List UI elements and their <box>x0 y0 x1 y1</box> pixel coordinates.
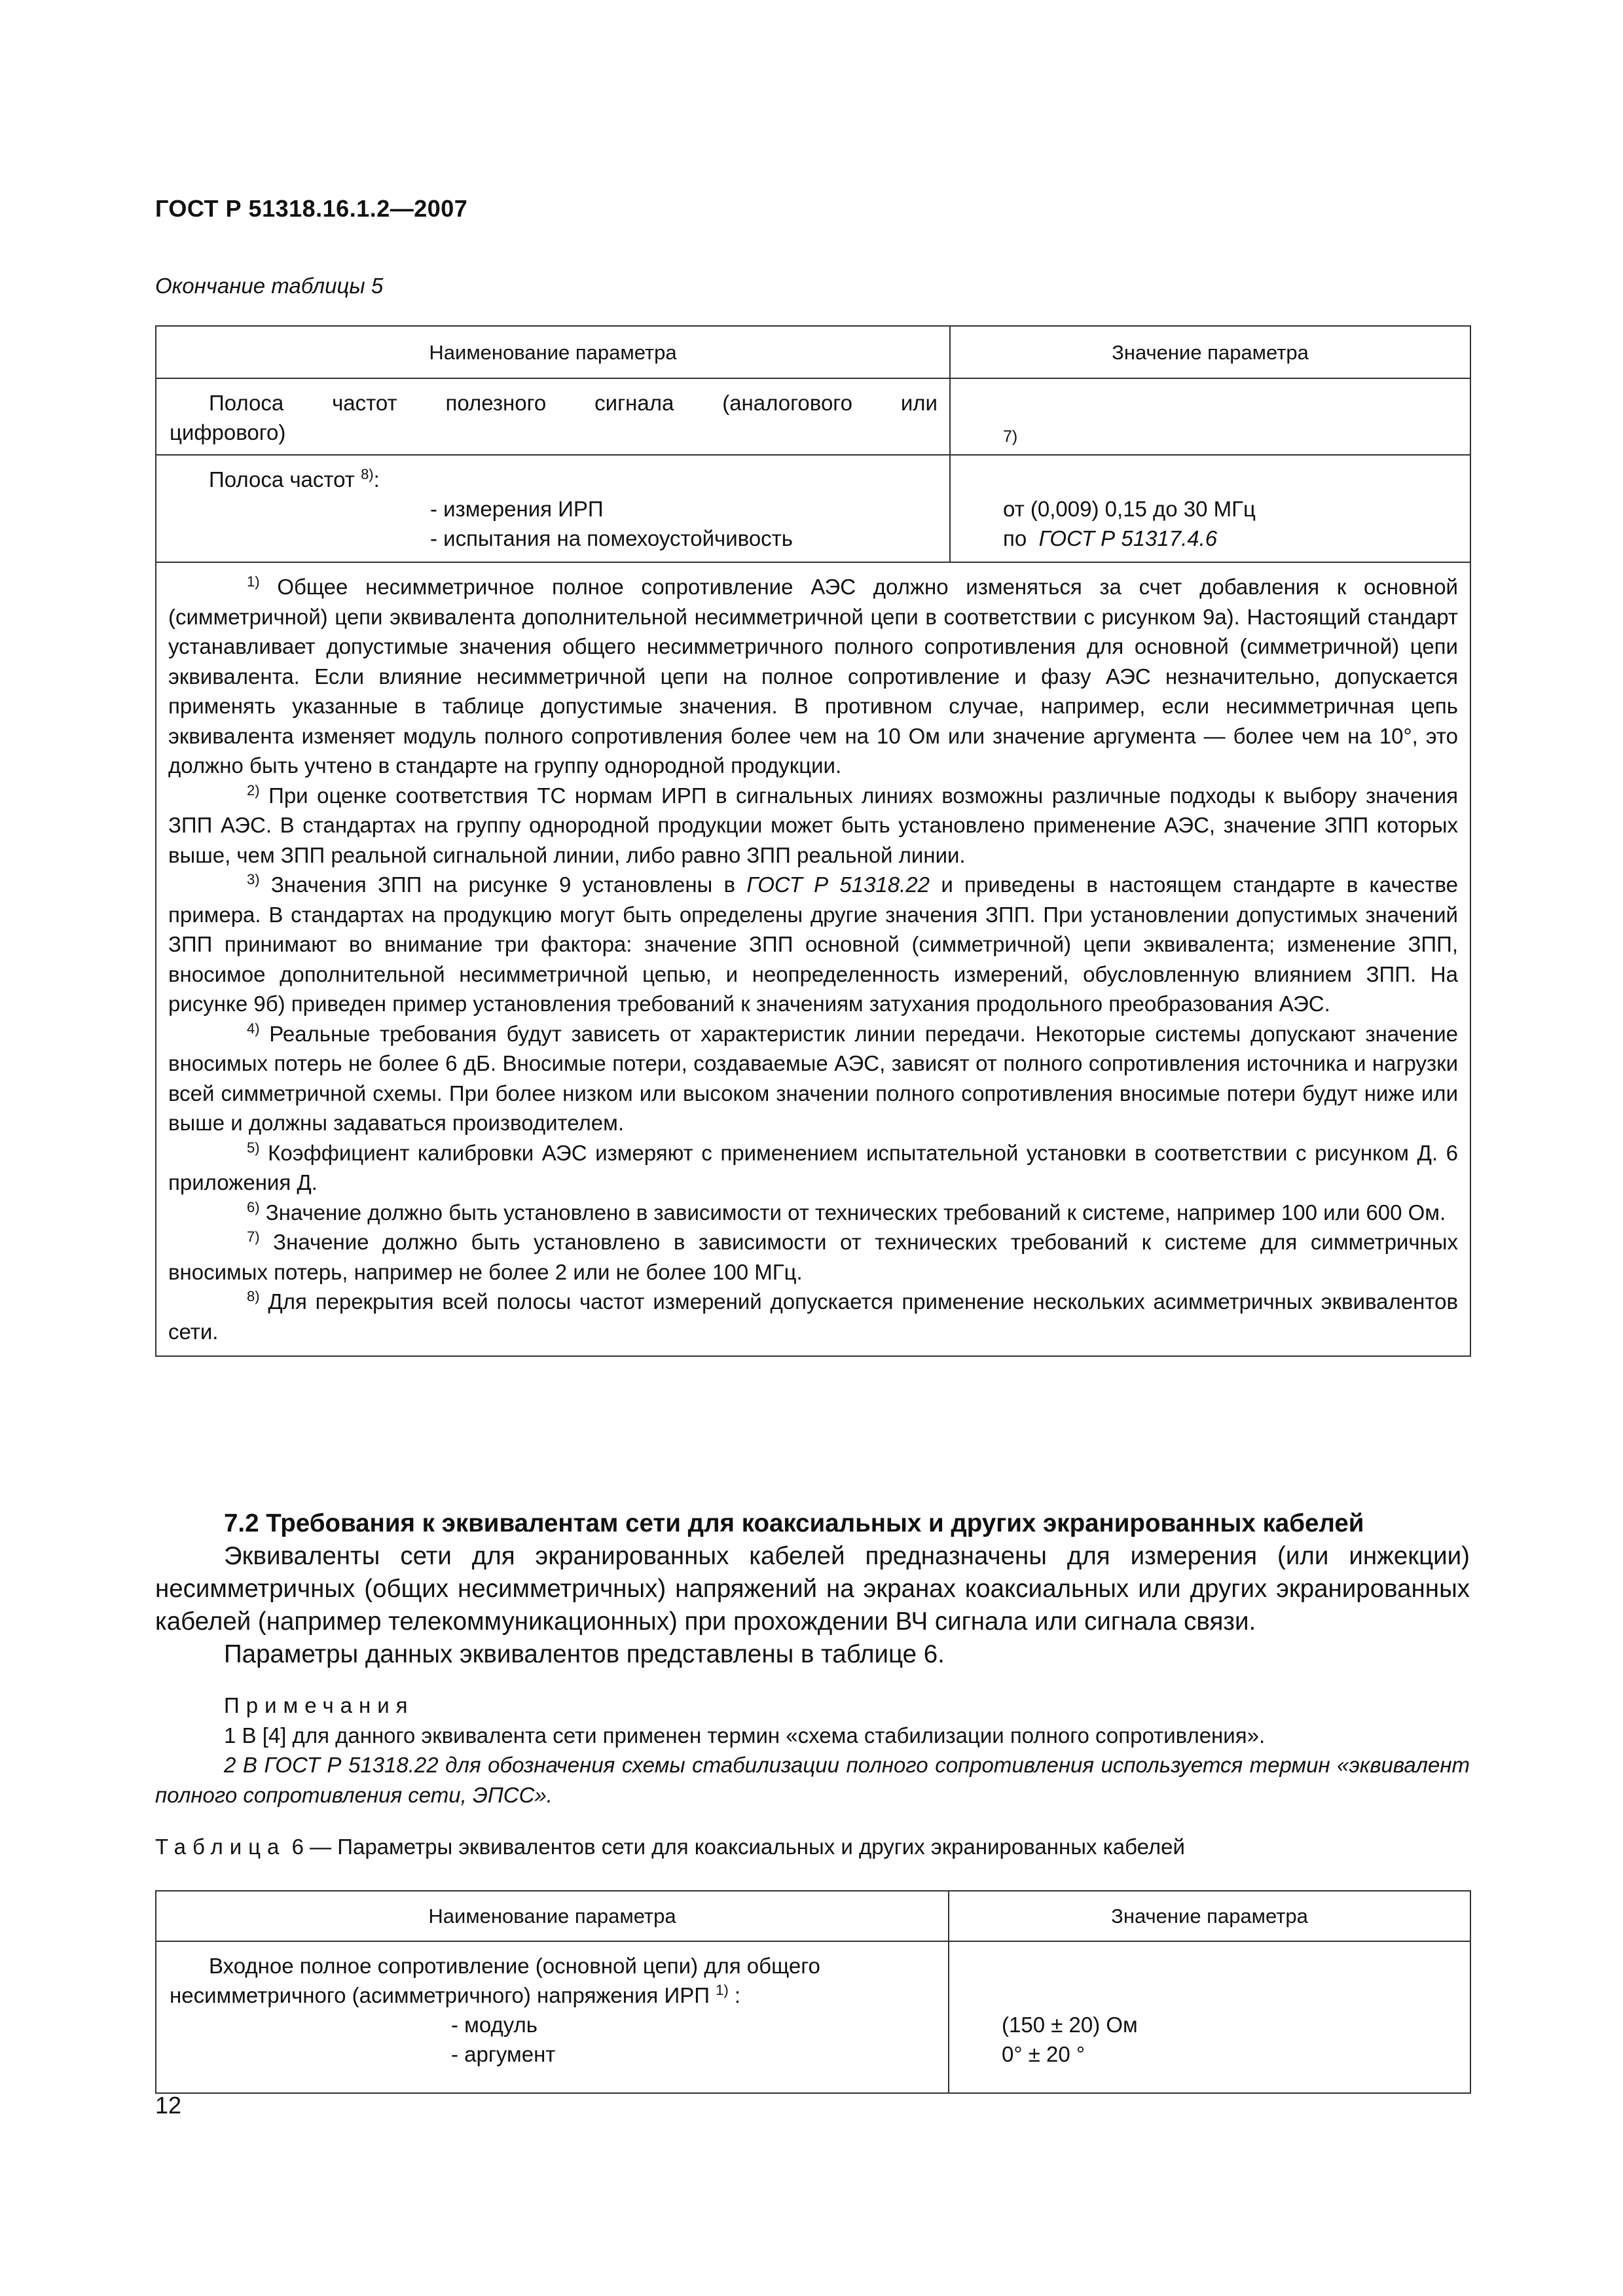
footnote-ref: 1) <box>716 1982 729 1998</box>
table-continuation-caption: Окончание таблицы 5 <box>155 274 384 298</box>
footnote: $^{1)}$ Общее несимметричное полное сопротивление АЭС должно изменяться за счет добавления к основной (симметричной) цепи эквивалента дополнительной несимметричной цепи в соответствии с рисунком 9а). Настоящий стандарт устанавливает допустимые значения общего несимметричного полного сопротивления для основной (симметричной) цепи эквивалента. Если влияние несимметричной цепи на полное сопротивление и фазу АЭС незначительно, допускается применять указанные в таблице допустимые значения. В противном случае, например, если несимметричная цепь эквивалента изменяет модуль полного сопротивления более чем на 10 Ом или значение аргумента — более чем на 10°, это должно быть учтено в стандарте на группу однородной продукции. <box>168 573 1458 778</box>
param-sub-item: - модуль <box>451 2013 538 2037</box>
word: сигнала <box>594 391 674 415</box>
param-line: Входное полное сопротивление (основной цепи) для общего <box>209 1954 820 1978</box>
value-cell: 7) <box>950 378 1470 455</box>
table-header-row <box>156 1891 1470 1941</box>
column-header: Наименование параметра <box>156 326 950 378</box>
footnotes-cell <box>156 562 1470 1356</box>
footnote: $^{2)}$ При оценке соответствия ТС нормам ИРП в сигнальных линиях возможны различные подходы к выбору значения ЗПП АЭС. В стандартах на группу однородной продукции может быть установлено применение АЭС, значение ЗПП которых выше, чем ЗПП реальной сигнальной линии, либо равно ЗПП реальной линии. <box>168 781 1459 867</box>
standard-reference: ГОСТ Р 51317.4.6 <box>1038 526 1218 550</box>
value-line: от (0,009) 0,15 до 30 МГц <box>1003 497 1256 521</box>
param-sub-item: - аргумент <box>451 2042 556 2066</box>
footnote: $^{8)}$ Для перекрытия всей полосы частот измерений допускается применение нескольких асимметричных эквивалентов сети. <box>168 1288 1458 1344</box>
footnote: $^{6)}$ Значение должно быть установлено в зависимости от технических требований к системе, например 100 или 600 Ом. <box>247 1198 1446 1225</box>
table-6-caption: Таблица 6 — Параметры эквивалентов сети для коаксиальных и других экранированных кабелей <box>155 1835 1185 1859</box>
param-cell <box>156 378 950 455</box>
table-6 <box>155 1890 1471 2094</box>
column-header: Значение параметра <box>950 326 1470 378</box>
document-header: ГОСТ Р 51318.16.1.2—2007 <box>155 195 468 222</box>
value-line: 0° ± 20 ° <box>1002 2042 1085 2066</box>
table-row <box>156 378 1470 455</box>
notes-block <box>155 1691 1470 1810</box>
param-cell <box>156 1941 949 2093</box>
word: (аналогового <box>722 391 852 415</box>
value-line: по ГОСТ Р 51317.4.6 <box>1003 526 1218 550</box>
word: Полоса <box>209 391 284 415</box>
param-sub-item: - испытания на помехоустойчивость <box>430 526 793 550</box>
column-header: Значение параметра <box>949 1891 1470 1941</box>
note: 1 В [4] для данного эквивалента сети применен термин «схема стабилизации полного сопротивления». <box>224 1723 1266 1748</box>
footnote-ref: 8) <box>361 466 374 482</box>
table-row <box>156 455 1470 562</box>
section-paragraph: Параметры данных эквивалентов представлены в таблице 6. <box>224 1640 945 1668</box>
footnote: $^{7)}$ Значение должно быть установлено в зависимости от технических требований к системе для симметричных вносимых потерь, например не более 2 или не более 100 МГц. <box>168 1229 1458 1284</box>
footnote: $^{4)}$ Реальные требования будут зависеть от характеристик линии передачи. Некоторые системы допускают значение вносимых потерь не более 6 дБ. Вносимые потери, создаваемые АЭС, зависят от полного сопротивления источника и нагрузки всей симметричной схемы. При более низком или высоком значении полного сопротивления вносимые потери будут ниже или выше и должны задаваться производителем. <box>168 1020 1458 1135</box>
param-line <box>170 388 938 418</box>
param-line: цифрового) <box>170 420 286 444</box>
param-sub-item: - измерения ИРП <box>430 497 604 521</box>
word: полезного <box>445 391 547 415</box>
footnote: $^{3)}$ Значения ЗПП на рисунке 9 установлены в ГОСТ Р 51318.22 и приведены в настоящем стандарте в качестве примера. В стандартах на продукцию могут быть определены другие значения ЗПП. При установлении допустимых значений ЗПП принимают во внимание три фактора: значение ЗПП основной (симметричной) цепи эквивалента; изменение ЗПП, вносимое дополнительной несимметричной цепью, и неопределенность измерений, обусловленную влиянием ЗПП. На рисунке 9б) приведен пример установления требований к значениям затухания продольного преобразования АЭС. <box>168 871 1459 1016</box>
column-header: Наименование параметра <box>156 1891 949 1941</box>
footnotes-row <box>156 562 1470 1356</box>
word: частот <box>332 391 397 415</box>
value-cell <box>950 455 1470 562</box>
value-line: (150 ± 20) Ом <box>1002 2013 1138 2037</box>
section-heading: 7.2 Требования к эквивалентам сети для коаксиальных и других экранированных кабелей <box>224 1509 1364 1537</box>
table-row <box>156 1941 1470 2093</box>
table-5 <box>155 325 1471 1357</box>
page-number: 12 <box>155 2092 182 2119</box>
word: или <box>900 391 938 415</box>
section-7-2 <box>155 1507 1470 1671</box>
param-cell <box>156 455 950 562</box>
note: 2 В ГОСТ Р 51318.22 для обозначения схемы стабилизации полного сопротивления используется термин «эквивалент полного сопротивления сети, ЭПСС». <box>155 1753 1470 1807</box>
value-cell <box>949 1941 1470 2093</box>
param-line: несимметричного (асимметричного) напряжения ИРП $^{1)}$ : <box>170 1982 740 2007</box>
section-paragraph: Эквиваленты сети для экранированных кабелей предназначены для измерения (или инжекции) несимметричных (общих несимметричных) напряжений на экранах коаксиальных или других экранированных кабелей (например телекоммуникационных) при прохождении ВЧ сигнала или сигнала связи. <box>155 1542 1470 1636</box>
param-title: Полоса частот $^{8)}$: <box>209 466 380 492</box>
table-header-row <box>156 326 1470 378</box>
footnote: $^{5)}$ Коэффициент калибровки АЭС измеряют с применением испытательной установки в соответствии с рисунком Д. 6 приложения Д. <box>168 1139 1458 1194</box>
notes-title: Примечания <box>224 1693 414 1717</box>
standard-reference: ГОСТ Р 51318.22 <box>746 872 930 897</box>
